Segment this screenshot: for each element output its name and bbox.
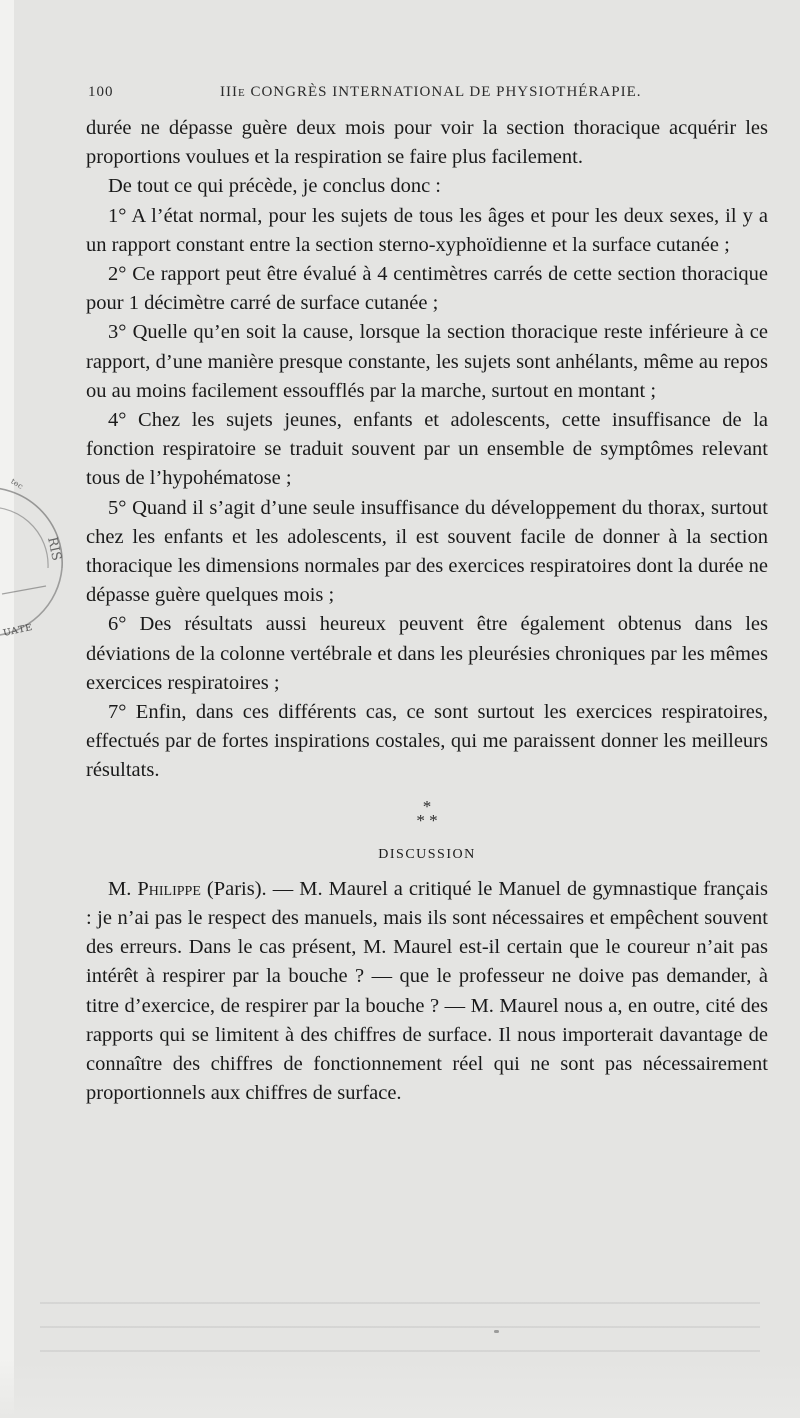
speaker-name: M. Philippe (108, 877, 201, 900)
conclusion-item-7: 7° Enfin, dans ces différents cas, ce sont surtout les exercices respiratoires, effectués par de fortes inspirations costales, qui me paraissent donner les meilleurs résultats. (86, 701, 768, 782)
paragraph: De tout ce qui précède, je conclus donc : (108, 175, 441, 198)
page-number: 100 (88, 84, 114, 100)
bleed-through (40, 1302, 760, 1352)
page-margin (0, 0, 14, 1418)
conclusion-item-2: 2° Ce rapport peut être évalué à 4 centimètres carrés de cette section thoracique pour 1 décimètre carré de surface cutanée ; (86, 263, 768, 315)
conclusion-item-1: 1° A l’état normal, pour les sujets de tous les âges et pour les deux sexes, il y a un rapport constant entre la section sterno-xyphoïdienne et la surface cutanée ; (86, 204, 768, 256)
page-bottom-edge (0, 1358, 800, 1418)
page-body (86, 114, 768, 1109)
discussion-heading: DISCUSSION (378, 846, 476, 862)
svg-text:ᴜᴀᴛᴇ: ᴜᴀᴛᴇ (1, 619, 34, 640)
section-separator: * * * (416, 796, 438, 830)
conclusion-item-3: 3° Quelle qu’en soit la cause, lorsque la section thoracique reste inférieure à ce rapport, d’une manière presque constante, les sujets sont anhélants, même au repos ou au moins facilement essoufflés par la marche, surtout en montant ; (86, 321, 768, 402)
svg-text:RIS: RIS (44, 535, 64, 563)
running-head-title: IIIe CONGRÈS INTERNATIONAL DE PHYSIOTHÉRAPIE. (220, 84, 642, 100)
paragraph: durée ne dépasse guère deux mois pour voir la section thoracique acquérir les proportions voulues et la respiration se faire plus facilement. (86, 117, 768, 169)
conclusion-item-4: 4° Chez les sujets jeunes, enfants et adolescents, cette insuffisance de la fonction respiratoire se traduit souvent par un ensemble de symptômes relevant tous de l’hypohématose ; (86, 409, 768, 490)
paper-speck (494, 1330, 499, 1333)
library-stamp-icon (0, 468, 70, 648)
speaker-place: (Paris). — (200, 877, 300, 900)
conclusion-item-6: 6° Des résultats aussi heureux peuvent être également obtenus dans les déviations de la colonne vertébrale et dans les pleurésies chroniques par les mêmes exercices respiratoires ; (86, 613, 768, 694)
svg-text:ᵗᵉᶜ: ᵗᵉᶜ (5, 476, 25, 497)
discussion-text: M. Maurel a critiqué le Manuel de gymnastique français : je n’ai pas le respect des manuels, mais ils sont nécessaires et empêchent souvent des erreurs. Dans le cas présent, M. Maurel est-il certain que le coureur n’ait pas intérêt à respirer par la bouche ? — que le professeur ne doive pas demander, à titre d’exercice, de respirer par la bouche ? — M. Maurel nous a, en outre, cité des rapports qui se limitent à des chiffres de surface. Il nous importerait davantage de connaître des chiffres de fonctionnement réel qui ne sont pas nécessairement proportionnels aux chiffres de surface. (86, 877, 768, 1105)
discussion-paragraph (86, 875, 768, 1109)
conclusion-item-5: 5° Quand il s’agit d’une seule insuffisance du développement du thorax, surtout chez les enfants et les adolescents, il est souvent facile de donner à la section thoracique les dimensions normales par des exercices respiratoires dont la durée ne dépasse guère quelques mois ; (86, 496, 768, 607)
